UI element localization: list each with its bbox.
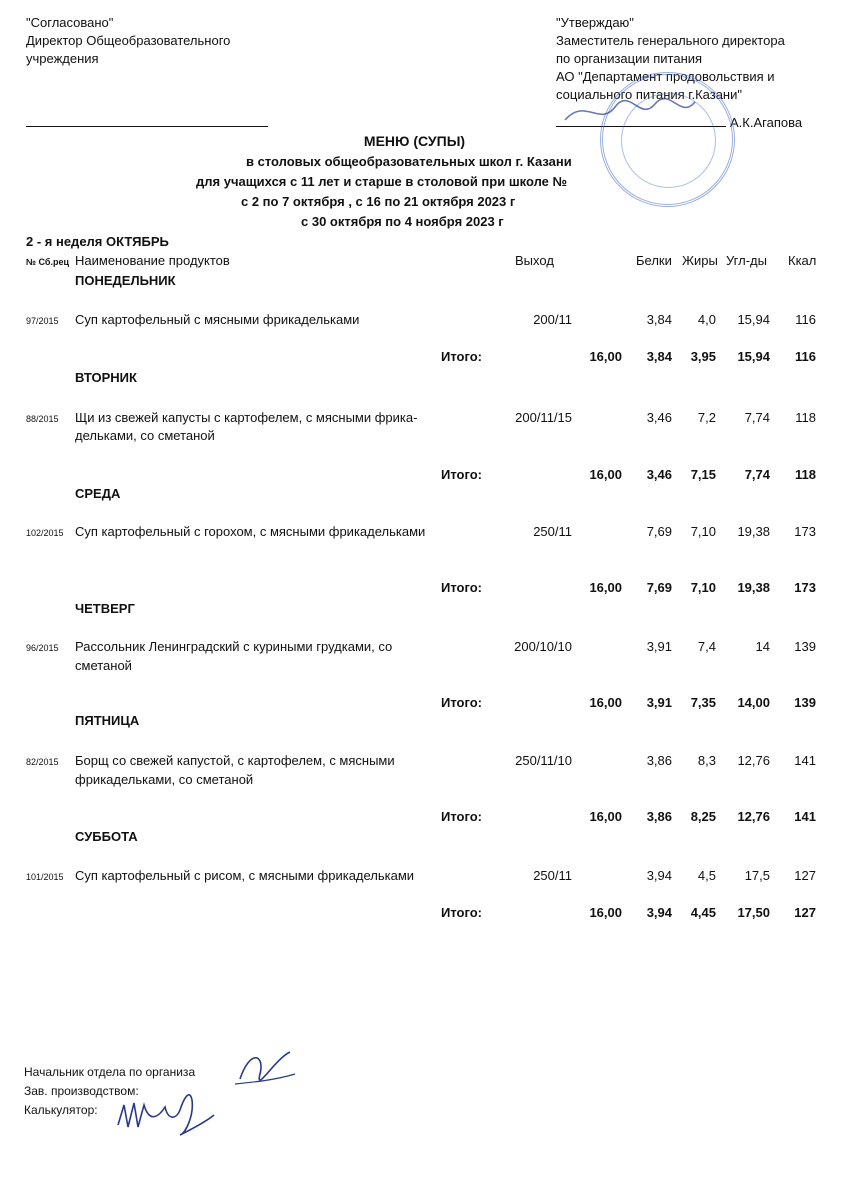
dish-protein: 3,86 — [646, 753, 672, 768]
dish-name: Рассольник Ленинградский с куриными грудками, со — [75, 639, 393, 654]
dish-protein: 3,91 — [646, 639, 672, 654]
total-carbs: 19,38 — [737, 580, 770, 595]
total-fat: 3,95 — [690, 349, 716, 364]
total-fat: 4,45 — [690, 905, 716, 920]
total-price: 16,00 — [589, 467, 622, 482]
approver-signature — [560, 92, 700, 132]
dish-fat: 7,10 — [690, 524, 716, 539]
signature-line-left — [26, 126, 268, 127]
total-kcal: 141 — [794, 809, 816, 824]
subtitle-dates-1: с 2 по 7 октября , с 16 по 21 октября 2023 г — [241, 194, 516, 209]
dish-name: Борщ со свежей капустой, с картофелем, с мясными — [75, 753, 395, 768]
dish-carbs: 12,76 — [737, 753, 770, 768]
week-label: 2 - я неделя ОКТЯБРЬ — [26, 234, 169, 249]
dish-protein: 3,84 — [646, 312, 672, 327]
dish-name: Суп картофельный с рисом, с мясными фрикадельками — [75, 868, 415, 883]
dish-yield: 200/10/10 — [514, 639, 572, 654]
total-kcal: 139 — [794, 695, 816, 710]
total-kcal: 173 — [794, 580, 816, 595]
total-protein: 3,86 — [646, 809, 672, 824]
total-label: Итого: — [441, 349, 482, 364]
col-protein-header: Белки — [636, 253, 672, 268]
dish-carbs: 17,5 — [744, 868, 770, 883]
dish-yield: 250/11 — [533, 868, 572, 883]
total-protein: 3,91 — [646, 695, 672, 710]
dish-protein: 3,46 — [646, 410, 672, 425]
institution-label: учреждения — [26, 51, 99, 66]
dish-fat: 4,5 — [697, 868, 716, 883]
col-carbs-header: Угл-ды — [726, 253, 767, 268]
total-label: Итого: — [441, 905, 482, 920]
dish-name: Щи из свежей капусты с картофелем, с мясными фрика- — [75, 410, 418, 425]
footer-calculator: Калькулятор: — [24, 1103, 98, 1117]
dish-protein: 3,94 — [646, 868, 672, 883]
director-title: Директор Общеобразовательного — [26, 33, 231, 48]
day-header: ВТОРНИК — [75, 370, 137, 385]
col-code-header: № Сб.рец — [26, 257, 70, 267]
dish-yield: 200/11 — [533, 312, 572, 327]
deputy-title-2: по организации питания — [556, 51, 703, 66]
footer-dept-head: Начальник отдела по организа — [24, 1065, 196, 1079]
dish-carbs: 14 — [755, 639, 770, 654]
day-header: ПЯТНИЦА — [75, 713, 140, 728]
agreed-label: "Согласовано" — [26, 15, 114, 30]
company-line-2: социального питания г.Казани" — [556, 87, 742, 102]
col-yield-header: Выход — [515, 253, 554, 268]
approved-label: "Утверждаю" — [556, 15, 634, 30]
dish-name: Суп картофельный с мясными фрикадельками — [75, 312, 360, 327]
total-kcal: 118 — [795, 467, 816, 482]
total-price: 16,00 — [589, 695, 622, 710]
dish-kcal: 118 — [795, 410, 816, 425]
dish-protein: 7,69 — [646, 524, 672, 539]
recipe-code: 101/2015 — [26, 872, 64, 882]
total-price: 16,00 — [589, 349, 622, 364]
dish-kcal: 116 — [795, 312, 816, 327]
dish-yield: 250/11 — [533, 524, 572, 539]
subtitle-dates-2: с 30 октября по 4 ноября 2023 г — [301, 214, 504, 229]
recipe-code: 102/2015 — [26, 528, 64, 538]
total-kcal: 127 — [794, 905, 816, 920]
total-fat: 7,15 — [690, 467, 716, 482]
dept-head-signature — [230, 1044, 300, 1089]
total-price: 16,00 — [589, 809, 622, 824]
dish-fat: 4,0 — [697, 312, 716, 327]
total-carbs: 12,76 — [737, 809, 770, 824]
calculator-signature — [110, 1085, 220, 1140]
approver-name: А.К.Агапова — [730, 115, 803, 130]
col-name-header: Наименование продуктов — [75, 253, 230, 268]
total-kcal: 116 — [795, 349, 816, 364]
subtitle-age: для учащихся с 11 лет и старше в столовой при школе № — [196, 174, 568, 189]
dish-carbs: 15,94 — [737, 312, 770, 327]
dish-name-cont: сметаной — [75, 658, 132, 673]
total-protein: 3,46 — [646, 467, 672, 482]
total-label: Итого: — [441, 467, 482, 482]
dish-carbs: 19,38 — [737, 524, 770, 539]
dish-yield: 200/11/15 — [515, 410, 572, 425]
dish-yield: 250/11/10 — [515, 753, 572, 768]
total-label: Итого: — [441, 809, 482, 824]
total-fat: 8,25 — [690, 809, 716, 824]
dish-kcal: 139 — [794, 639, 816, 654]
total-price: 16,00 — [589, 580, 622, 595]
total-carbs: 14,00 — [737, 695, 770, 710]
menu-title: МЕНЮ (СУПЫ) — [363, 133, 466, 149]
footer-production-head: Зав. производством: — [24, 1084, 139, 1098]
approval-block-left — [26, 14, 230, 68]
recipe-code: 96/2015 — [26, 643, 59, 653]
subtitle-schools: в столовых общеобразовательных школ г. Казани — [246, 154, 572, 169]
col-fat-header: Жиры — [682, 253, 718, 268]
day-header: СРЕДА — [75, 486, 121, 501]
total-protein: 7,69 — [646, 580, 672, 595]
deputy-title: Заместитель генерального директора — [556, 33, 785, 48]
dish-name-cont: фрикадельками, со сметаной — [75, 772, 254, 787]
total-label: Итого: — [441, 695, 482, 710]
dish-carbs: 7,74 — [744, 410, 770, 425]
dish-kcal: 173 — [794, 524, 816, 539]
dish-fat: 7,4 — [697, 639, 716, 654]
dish-kcal: 141 — [794, 753, 816, 768]
total-fat: 7,35 — [690, 695, 716, 710]
total-carbs: 17,50 — [737, 905, 770, 920]
total-protein: 3,84 — [646, 349, 672, 364]
company-line-1: АО "Департамент продовольствия и — [556, 69, 775, 84]
dish-fat: 7,2 — [697, 410, 716, 425]
col-kcal-header: Ккал — [788, 253, 817, 268]
dish-name-cont: дельками, со сметаной — [75, 428, 215, 443]
day-header: ЧЕТВЕРГ — [75, 601, 135, 616]
total-fat: 7,10 — [690, 580, 716, 595]
total-carbs: 15,94 — [737, 349, 770, 364]
recipe-code: 97/2015 — [26, 316, 59, 326]
dish-fat: 8,3 — [697, 753, 716, 768]
total-protein: 3,94 — [646, 905, 672, 920]
total-label: Итого: — [441, 580, 482, 595]
dish-name: Суп картофельный с горохом, с мясными фрикадельками — [75, 524, 426, 539]
day-header: ПОНЕДЕЛЬНИК — [75, 273, 176, 288]
recipe-code: 82/2015 — [26, 757, 59, 767]
recipe-code: 88/2015 — [26, 414, 59, 424]
dish-kcal: 127 — [794, 868, 816, 883]
total-carbs: 7,74 — [744, 467, 770, 482]
day-header: СУББОТА — [75, 829, 138, 844]
total-price: 16,00 — [589, 905, 622, 920]
